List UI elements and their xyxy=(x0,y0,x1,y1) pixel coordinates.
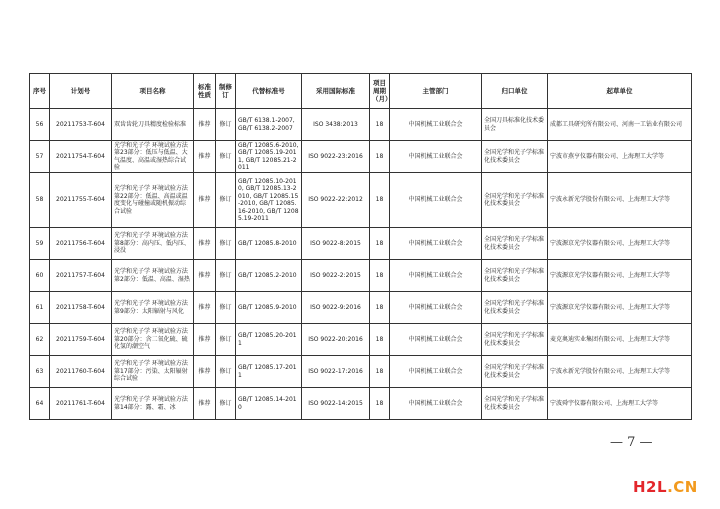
cell-intl: ISO 3438:2013 xyxy=(302,109,370,141)
cell-plan: 20211758-T-604 xyxy=(50,292,112,324)
watermark-part-2: .CN xyxy=(667,478,698,496)
cell-drafter: 麦克奥迪实业集团有限公司、上海理工大学等 xyxy=(548,324,692,356)
cell-replace: GB/T 12085.20-2011 xyxy=(236,324,302,356)
cell-no: 57 xyxy=(30,141,50,173)
header-name: 项目名称 xyxy=(112,74,194,109)
site-watermark xyxy=(633,478,698,496)
cell-no: 56 xyxy=(30,109,50,141)
cell-revise: 修订 xyxy=(216,260,236,292)
cell-intl: ISO 9022-23:2016 xyxy=(302,141,370,173)
header-dept: 主管部门 xyxy=(390,74,482,109)
cell-dept: 中国机械工业联合会 xyxy=(390,260,482,292)
cell-drafter: 宁波永新光学股份有限公司、上海理工大学等 xyxy=(548,173,692,228)
cell-name: 光学和光子学 环境试验方法 第17部分：污染、太阳辐射综合试验 xyxy=(112,356,194,388)
cell-nature: 推荐 xyxy=(194,324,216,356)
cell-revise: 修订 xyxy=(216,356,236,388)
cell-no: 62 xyxy=(30,324,50,356)
cell-no: 63 xyxy=(30,356,50,388)
table-row xyxy=(30,109,692,141)
cell-nature: 推荐 xyxy=(194,141,216,173)
cell-drafter: 宁波市燕亨仪器有限公司、上海理工大学等 xyxy=(548,141,692,173)
cell-cycle: 18 xyxy=(370,173,390,228)
header-plan: 计划号 xyxy=(50,74,112,109)
header-nature: 标准性质 xyxy=(194,74,216,109)
cell-no: 58 xyxy=(30,173,50,228)
cell-nature: 推荐 xyxy=(194,356,216,388)
cell-replace: GB/T 12085.17-2011 xyxy=(236,356,302,388)
cell-drafter: 宁波源京光学仪器有限公司、上海理工大学等 xyxy=(548,292,692,324)
header-cycle: 项目周期（月） xyxy=(370,74,390,109)
header-intl: 采用国际标准 xyxy=(302,74,370,109)
standards-table-container xyxy=(29,73,691,420)
cell-intl: ISO 9022-17:2016 xyxy=(302,356,370,388)
cell-no: 60 xyxy=(30,260,50,292)
page-number: — 7 — xyxy=(610,435,653,450)
cell-name: 光学和光子学 环境试验方法第14部分：露、霜、冰 xyxy=(112,388,194,420)
cell-name: 光学和光子学 环境试验方法 第23部分：低压与低温、大气温度、高温或湿热综合试验 xyxy=(112,141,194,173)
cell-intl: ISO 9022-20:2016 xyxy=(302,324,370,356)
cell-revise: 修订 xyxy=(216,141,236,173)
cell-revise: 修订 xyxy=(216,292,236,324)
cell-cycle: 18 xyxy=(370,388,390,420)
cell-replace: GB/T 12085.9-2010 xyxy=(236,292,302,324)
cell-name: 光学和光子学 环境试验方法 第2部分：低温、高温、湿热 xyxy=(112,260,194,292)
cell-plan: 20211761-T-604 xyxy=(50,388,112,420)
cell-revise: 修订 xyxy=(216,228,236,260)
header-replace: 代替标准号 xyxy=(236,74,302,109)
header-center: 归口单位 xyxy=(482,74,548,109)
cell-dept: 中国机械工业联合会 xyxy=(390,292,482,324)
cell-plan: 20211760-T-604 xyxy=(50,356,112,388)
cell-revise: 修订 xyxy=(216,324,236,356)
table-row xyxy=(30,173,692,228)
cell-intl: ISO 9022-22:2012 xyxy=(302,173,370,228)
cell-nature: 推荐 xyxy=(194,292,216,324)
cell-cycle: 18 xyxy=(370,260,390,292)
cell-plan: 20211756-T-604 xyxy=(50,228,112,260)
cell-drafter: 宁波舜宇仪器有限公司、上海理工大学等 xyxy=(548,388,692,420)
cell-intl: ISO 9022-2:2015 xyxy=(302,260,370,292)
cell-drafter: 宁波源京光学仪器有限公司、上海理工大学等 xyxy=(548,228,692,260)
cell-nature: 推荐 xyxy=(194,173,216,228)
cell-center: 全国光学和光子学标准化技术委员会 xyxy=(482,356,548,388)
cell-plan: 20211757-T-604 xyxy=(50,260,112,292)
cell-nature: 推荐 xyxy=(194,228,216,260)
cell-cycle: 18 xyxy=(370,109,390,141)
cell-center: 全国光学和光子学标准化技术委员会 xyxy=(482,141,548,173)
cell-cycle: 18 xyxy=(370,324,390,356)
table-row xyxy=(30,356,692,388)
cell-name: 光学和光子学 环境试验方法 第22部分：低温、高温或温度变化与碰撞或随机振动综合试验 xyxy=(112,173,194,228)
cell-center: 全国光学和光子学标准化技术委员会 xyxy=(482,292,548,324)
cell-cycle: 18 xyxy=(370,292,390,324)
cell-center: 全国光学和光子学标准化技术委员会 xyxy=(482,228,548,260)
header-revise: 制修订 xyxy=(216,74,236,109)
cell-dept: 中国机械工业联合会 xyxy=(390,388,482,420)
cell-name: 光学和光子学 环境试验方法 第8部分：高内压、低内压、浸没 xyxy=(112,228,194,260)
cell-plan: 20211754-T-604 xyxy=(50,141,112,173)
table-row xyxy=(30,388,692,420)
cell-center: 全国光学和光子学标准化技术委员会 xyxy=(482,388,548,420)
cell-name: 双齿齿轮刀具精度检验标准 xyxy=(112,109,194,141)
cell-revise: 修订 xyxy=(216,173,236,228)
standards-table xyxy=(29,73,692,420)
cell-name: 光学和光子学 环境试验方法 第20部分：含二氧化硫、硫化氢的潮空气 xyxy=(112,324,194,356)
cell-center: 全国光学和光子学标准化技术委员会 xyxy=(482,324,548,356)
cell-cycle: 18 xyxy=(370,141,390,173)
table-row xyxy=(30,141,692,173)
cell-replace: GB/T 12085.6-2010, GB/T 12085.19-2011, GB/T 12085.21-2011 xyxy=(236,141,302,173)
cell-dept: 中国机械工业联合会 xyxy=(390,356,482,388)
cell-plan: 20211755-T-604 xyxy=(50,173,112,228)
table-header-row xyxy=(30,74,692,109)
cell-no: 59 xyxy=(30,228,50,260)
header-drafter: 起草单位 xyxy=(548,74,692,109)
cell-replace: GB/T 12085.8-2010 xyxy=(236,228,302,260)
cell-center: 全国刀具标准化技术委员会 xyxy=(482,109,548,141)
cell-plan: 20211759-T-604 xyxy=(50,324,112,356)
watermark-part-1: H2L xyxy=(633,478,668,496)
cell-revise: 修订 xyxy=(216,109,236,141)
cell-dept: 中国机械工业联合会 xyxy=(390,324,482,356)
cell-replace: GB/T 12085.14-2010 xyxy=(236,388,302,420)
cell-center: 全国光学和光子学标准化技术委员会 xyxy=(482,173,548,228)
cell-drafter: 成都工具研究所有限公司、河南一工钻业有限公司 xyxy=(548,109,692,141)
cell-drafter: 宁波源京光学仪器有限公司、上海理工大学等 xyxy=(548,260,692,292)
cell-revise: 修订 xyxy=(216,388,236,420)
table-row xyxy=(30,228,692,260)
cell-center: 全国光学和光子学标准化技术委员会 xyxy=(482,260,548,292)
cell-drafter: 宁波永新光学股份有限公司、上海理工大学等 xyxy=(548,356,692,388)
cell-plan: 20211753-T-604 xyxy=(50,109,112,141)
cell-intl: ISO 9022-8:2015 xyxy=(302,228,370,260)
cell-name: 光学和光子学 环境试验方法第9部分：太阳辐射与风化 xyxy=(112,292,194,324)
cell-dept: 中国机械工业联合会 xyxy=(390,109,482,141)
cell-dept: 中国机械工业联合会 xyxy=(390,141,482,173)
cell-dept: 中国机械工业联合会 xyxy=(390,228,482,260)
cell-replace: GB/T 12085.10-2010, GB/T 12085.13-2010, GB/T 12085.15-2010, GB/T 12085.16-2010, GB/T 12085.19-2011 xyxy=(236,173,302,228)
cell-no: 64 xyxy=(30,388,50,420)
table-row xyxy=(30,292,692,324)
cell-nature: 推荐 xyxy=(194,109,216,141)
cell-dept: 中国机械工业联合会 xyxy=(390,173,482,228)
table-body xyxy=(30,109,692,420)
cell-nature: 推荐 xyxy=(194,388,216,420)
cell-replace: GB/T 12085.2-2010 xyxy=(236,260,302,292)
cell-nature: 推荐 xyxy=(194,260,216,292)
cell-cycle: 18 xyxy=(370,356,390,388)
table-row xyxy=(30,260,692,292)
cell-replace: GB/T 6138.1-2007, GB/T 6138.2-2007 xyxy=(236,109,302,141)
cell-intl: ISO 9022-9:2016 xyxy=(302,292,370,324)
table-row xyxy=(30,324,692,356)
header-no: 序号 xyxy=(30,74,50,109)
cell-cycle: 18 xyxy=(370,228,390,260)
cell-intl: ISO 9022-14:2015 xyxy=(302,388,370,420)
cell-no: 61 xyxy=(30,292,50,324)
